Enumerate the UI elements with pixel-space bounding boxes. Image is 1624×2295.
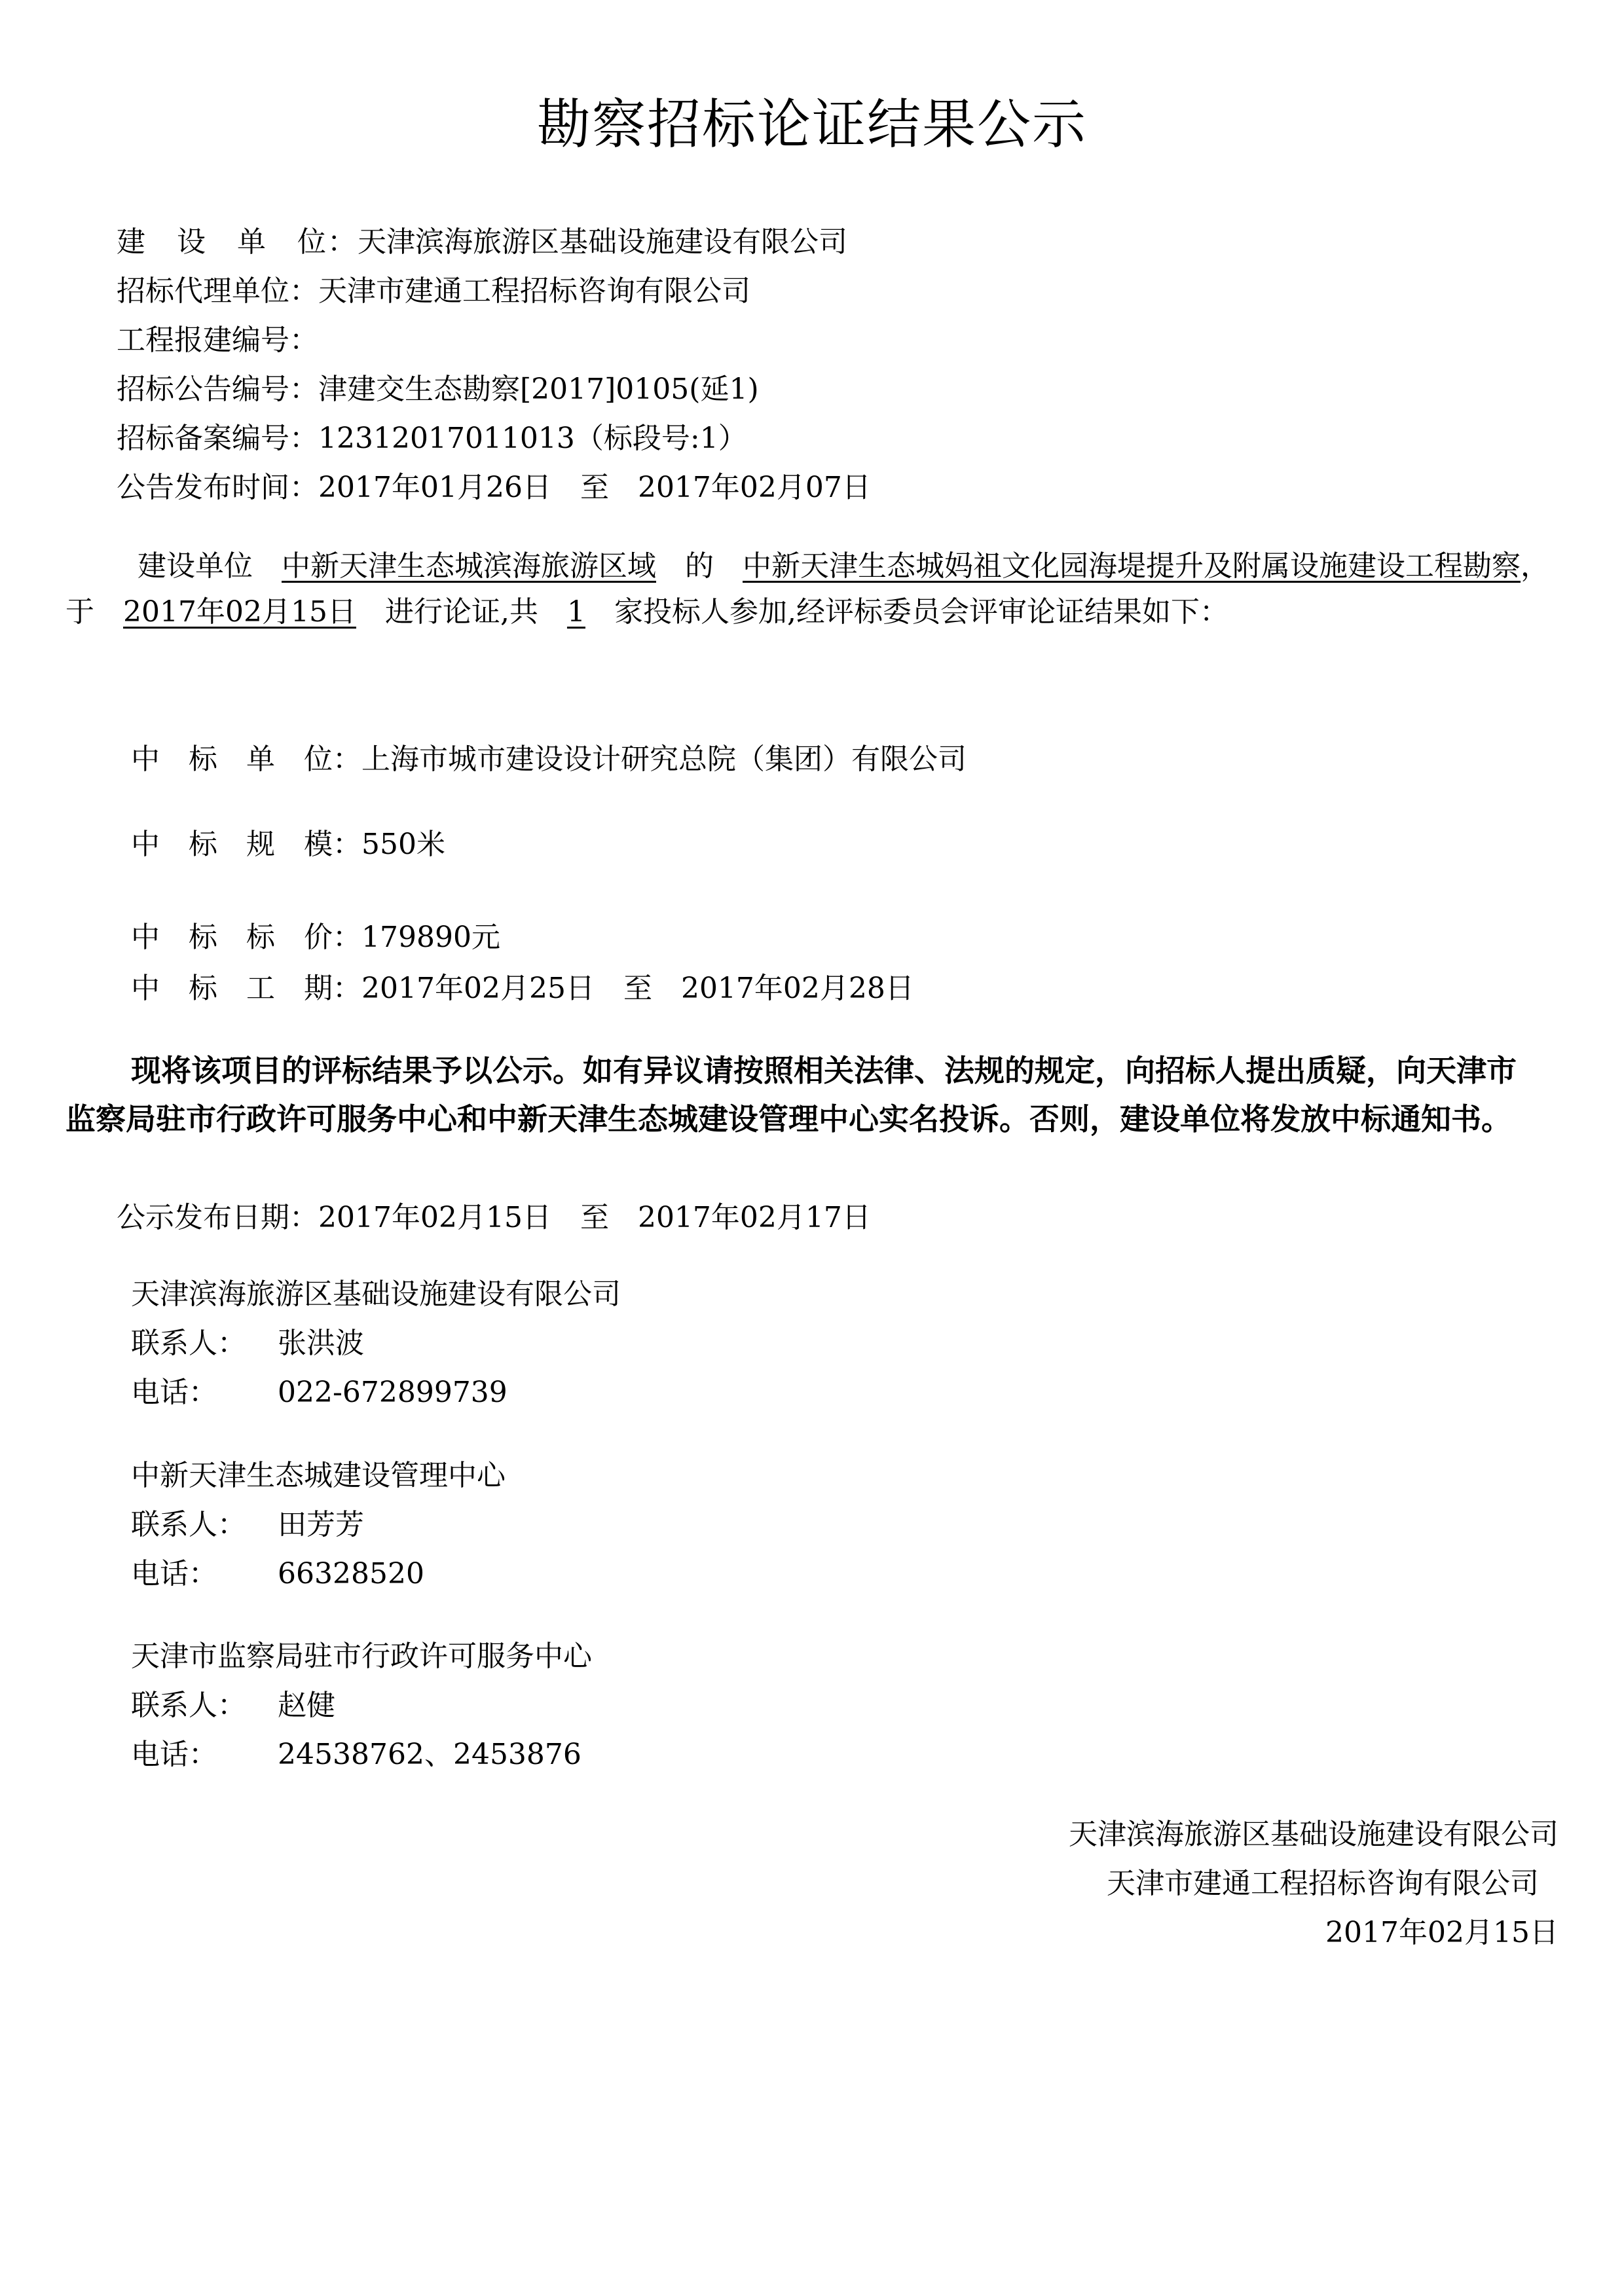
bidder-count: 1 <box>566 595 585 629</box>
header-label: 工程报建编号： <box>117 323 318 357</box>
project-name: 中新天津生态城妈祖文化园海堤提升及附属设施建设工程勘察 <box>743 549 1521 583</box>
intro-paragraph <box>65 543 1565 635</box>
signature-org: 天津市建通工程招标咨询有限公司 <box>1107 1867 1539 1900</box>
header-value: 12312017011013（标段号:1） <box>318 422 747 455</box>
contact-phone-row <box>131 1740 581 1769</box>
contact-phone-row <box>131 1378 507 1407</box>
contact-person-label: 联系人： <box>131 1508 246 1541</box>
header-label: 招标公告编号： <box>117 373 318 406</box>
contact-phone: 24538762、2453876 <box>278 1738 581 1771</box>
result-value: 上海市城市建设设计研究总院（集团）有限公司 <box>361 743 967 776</box>
notice-paragraph: 现将该项目的评标结果予以公示。如有异议请按照相关法律、法规的规定，向招标人提出质疑，向天津市监察局驻市行政许可服务中心和中新天津生态城建设管理中心实名投诉。否则，建设单位将发放中标通知书。 <box>65 1053 1517 1137</box>
contact-person-label: 联系人： <box>131 1327 246 1360</box>
header-row-agent <box>117 274 750 308</box>
signature-org: 天津滨海旅游区基础设施建设有限公司 <box>1069 1818 1559 1851</box>
contact-phone-label: 电话： <box>131 1738 217 1771</box>
result-label: 中 标 标 价： <box>131 921 361 954</box>
contact-org: 天津滨海旅游区基础设施建设有限公司 <box>131 1277 621 1311</box>
publish-value: 2017年02月15日 至 2017年02月17日 <box>318 1201 871 1234</box>
intro-text: 建设单位 <box>138 549 282 583</box>
header-row-registration <box>117 323 318 357</box>
contact-person: 张洪波 <box>278 1327 364 1360</box>
result-label: 中 标 工 期： <box>131 972 361 1005</box>
header-label: 建 设 单 位： <box>117 225 358 259</box>
header-value: 天津市建通工程招标咨询有限公司 <box>318 274 750 308</box>
contact-org: 天津市监察局驻市行政许可服务中心 <box>131 1640 592 1673</box>
contact-phone-row <box>131 1557 424 1590</box>
intro-text: ，于 <box>65 549 1549 629</box>
construction-unit: 中新天津生态城滨海旅游区域 <box>282 549 656 583</box>
page-title: 勘察招标论证结果公示 <box>536 94 1087 156</box>
header-label: 招标代理单位： <box>117 274 318 308</box>
header-row-filing-no <box>117 424 747 453</box>
contact-org: 中新天津生态城建设管理中心 <box>131 1459 506 1492</box>
contact-person-row <box>131 1508 364 1541</box>
header-label: 公告发布时间： <box>117 471 318 504</box>
result-price <box>131 923 500 952</box>
header-row-announcement-no <box>117 375 759 404</box>
contact-person-row <box>131 1329 364 1358</box>
publish-date <box>117 1203 871 1232</box>
header-value: 天津滨海旅游区基础设施建设有限公司 <box>358 225 847 259</box>
contact-phone-label: 电话： <box>131 1376 217 1409</box>
intro-text: 的 <box>656 549 743 583</box>
result-value: 2017年02月25日 至 2017年02月28日 <box>361 972 914 1005</box>
result-winner <box>131 745 967 774</box>
intro-text: 家投标人参加,经评标委员会评审论证结果如下： <box>585 595 1228 629</box>
header-value: 津建交生态勘察[2017]0105(延1) <box>318 373 759 406</box>
signature-date: 2017年02月15日 <box>1325 1916 1559 1949</box>
result-value: 179890元 <box>361 921 500 954</box>
contact-person: 赵健 <box>278 1689 335 1722</box>
contact-phone: 022-672899739 <box>278 1376 507 1409</box>
result-scale <box>131 830 445 859</box>
contact-phone: 66328520 <box>278 1557 424 1590</box>
header-label: 招标备案编号： <box>117 422 318 455</box>
contact-phone-label: 电话： <box>131 1557 217 1590</box>
result-label: 中 标 规 模： <box>131 828 361 861</box>
publish-label: 公示发布日期： <box>117 1201 318 1234</box>
result-period <box>131 974 914 1003</box>
contact-person: 田芳芳 <box>278 1508 364 1541</box>
result-label: 中 标 单 位： <box>131 743 361 776</box>
header-row-announce-time <box>117 473 871 502</box>
result-value: 550米 <box>361 828 445 861</box>
intro-text: 进行论证,共 <box>356 595 567 629</box>
contact-person-row <box>131 1691 335 1720</box>
header-value: 2017年01月26日 至 2017年02月07日 <box>318 471 871 504</box>
header-row-builder <box>117 225 847 259</box>
review-date: 2017年02月15日 <box>123 595 356 629</box>
contact-person-label: 联系人： <box>131 1689 246 1722</box>
